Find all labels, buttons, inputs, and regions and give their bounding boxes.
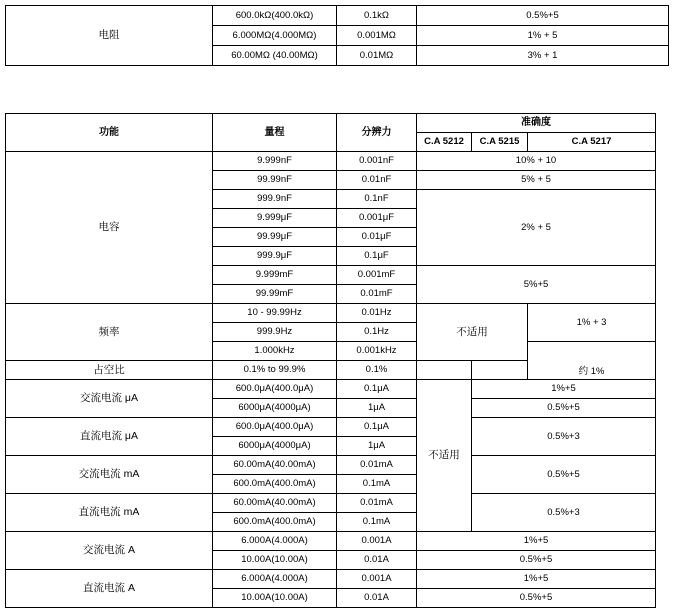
accuracy-cell: 0.5%+5 [417, 6, 669, 26]
resolution-cell: 0.1Hz [337, 323, 417, 342]
accuracy-cell: 1% + 3 [528, 304, 656, 342]
accuracy-cell: 0.5%+3 [472, 418, 656, 456]
header-model-5217: C.A 5217 [528, 133, 656, 152]
resolution-cell: 0.1mA [337, 475, 417, 494]
resolution-cell: 0.01A [337, 589, 417, 608]
accuracy-cell: 1%+5 [417, 570, 656, 589]
accuracy-cell: 约 1% [528, 342, 656, 380]
header-model-5212: C.A 5212 [417, 133, 472, 152]
header-resolution: 分辨力 [337, 114, 417, 152]
resolution-cell: 0.001A [337, 532, 417, 551]
resolution-cell: 0.01μF [337, 228, 417, 247]
range-cell: 600.0mA(400.0mA) [213, 513, 337, 532]
range-cell: 99.99mF [213, 285, 337, 304]
resistance-table [5, 5, 669, 66]
not-applicable-cell: 不适用 [417, 380, 472, 532]
resolution-cell: 0.01MΩ [337, 46, 417, 66]
resolution-cell: 0.01A [337, 551, 417, 570]
range-cell: 0.1% to 99.9% [213, 361, 337, 380]
range-cell: 6.000MΩ(4.000MΩ) [213, 26, 337, 46]
resolution-cell: 0.1μA [337, 380, 417, 399]
resolution-cell: 1μA [337, 399, 417, 418]
spec-table [5, 113, 656, 608]
range-cell: 99.99μF [213, 228, 337, 247]
resolution-cell: 0.1% [337, 361, 417, 380]
range-cell: 9.999mF [213, 266, 337, 285]
accuracy-cell: 3% + 1 [417, 46, 669, 66]
accuracy-cell: 1%+5 [472, 380, 656, 399]
range-cell: 999.9μF [213, 247, 337, 266]
function-dc-ma: 直流电流 mA [6, 494, 213, 532]
accuracy-cell: 5% + 5 [417, 171, 656, 190]
resolution-cell: 0.1mA [337, 513, 417, 532]
resolution-cell: 0.01mA [337, 456, 417, 475]
resolution-cell: 0.1nF [337, 190, 417, 209]
resolution-cell: 0.1kΩ [337, 6, 417, 26]
range-cell: 10 - 99.99Hz [213, 304, 337, 323]
resolution-cell: 0.001μF [337, 209, 417, 228]
accuracy-cell: 1%+5 [417, 532, 656, 551]
header-range: 量程 [213, 114, 337, 152]
accuracy-cell: 2% + 5 [417, 190, 656, 266]
resolution-cell: 0.01mA [337, 494, 417, 513]
range-cell: 60.00MΩ (40.00MΩ) [213, 46, 337, 66]
range-cell: 60.00mA(40.00mA) [213, 494, 337, 513]
resolution-cell: 0.01nF [337, 171, 417, 190]
range-cell: 600.0mA(400.0mA) [213, 475, 337, 494]
header-accuracy: 准确度 [417, 114, 656, 133]
function-dc-a: 直流电流 A [6, 570, 213, 608]
range-cell: 600.0μA(400.0μA) [213, 380, 337, 399]
resolution-cell: 0.001A [337, 570, 417, 589]
range-cell: 999.9nF [213, 190, 337, 209]
accuracy-cell: 1% + 5 [417, 26, 669, 46]
accuracy-cell: 0.5%+3 [472, 494, 656, 532]
resolution-cell: 0.001mF [337, 266, 417, 285]
function-cell: 电阻 [6, 6, 213, 66]
accuracy-cell: 0.5%+5 [472, 399, 656, 418]
resolution-cell: 0.001nF [337, 152, 417, 171]
not-applicable-cell: 不适用 [417, 304, 528, 361]
header-function: 功能 [6, 114, 213, 152]
function-ac-ua: 交流电流 μA [6, 380, 213, 418]
range-cell: 9.999μF [213, 209, 337, 228]
accuracy-cell: 0.5%+5 [417, 551, 656, 570]
function-ac-a: 交流电流 A [6, 532, 213, 570]
resolution-cell: 0.001MΩ [337, 26, 417, 46]
range-cell: 99.99nF [213, 171, 337, 190]
range-cell: 6.000A(4.000A) [213, 532, 337, 551]
range-cell: 6.000A(4.000A) [213, 570, 337, 589]
range-cell: 1.000kHz [213, 342, 337, 361]
function-frequency: 频率 [6, 304, 213, 361]
resolution-cell: 0.001kHz [337, 342, 417, 361]
range-cell: 999.9Hz [213, 323, 337, 342]
range-cell: 10.00A(10.00A) [213, 551, 337, 570]
range-cell: 9.999nF [213, 152, 337, 171]
empty-cell [417, 361, 472, 380]
resolution-cell: 0.01Hz [337, 304, 417, 323]
range-cell: 10.00A(10.00A) [213, 589, 337, 608]
function-duty-cycle: 占空比 [6, 361, 213, 380]
accuracy-cell: 5%+5 [417, 266, 656, 304]
resolution-cell: 1μA [337, 437, 417, 456]
range-cell: 6000μA(4000μA) [213, 437, 337, 456]
header-model-5215: C.A 5215 [472, 133, 528, 152]
function-capacitance: 电容 [6, 152, 213, 304]
range-cell: 600.0kΩ(400.0kΩ) [213, 6, 337, 26]
function-ac-ma: 交流电流 mA [6, 456, 213, 494]
accuracy-cell: 0.5%+5 [472, 456, 656, 494]
accuracy-cell: 10% + 10 [417, 152, 656, 171]
range-cell: 600.0μA(400.0μA) [213, 418, 337, 437]
resolution-cell: 0.1μA [337, 418, 417, 437]
range-cell: 6000μA(4000μA) [213, 399, 337, 418]
resolution-cell: 0.1μF [337, 247, 417, 266]
range-cell: 60.00mA(40.00mA) [213, 456, 337, 475]
resolution-cell: 0.01mF [337, 285, 417, 304]
accuracy-cell: 0.5%+5 [417, 589, 656, 608]
function-dc-ua: 直流电流 μA [6, 418, 213, 456]
